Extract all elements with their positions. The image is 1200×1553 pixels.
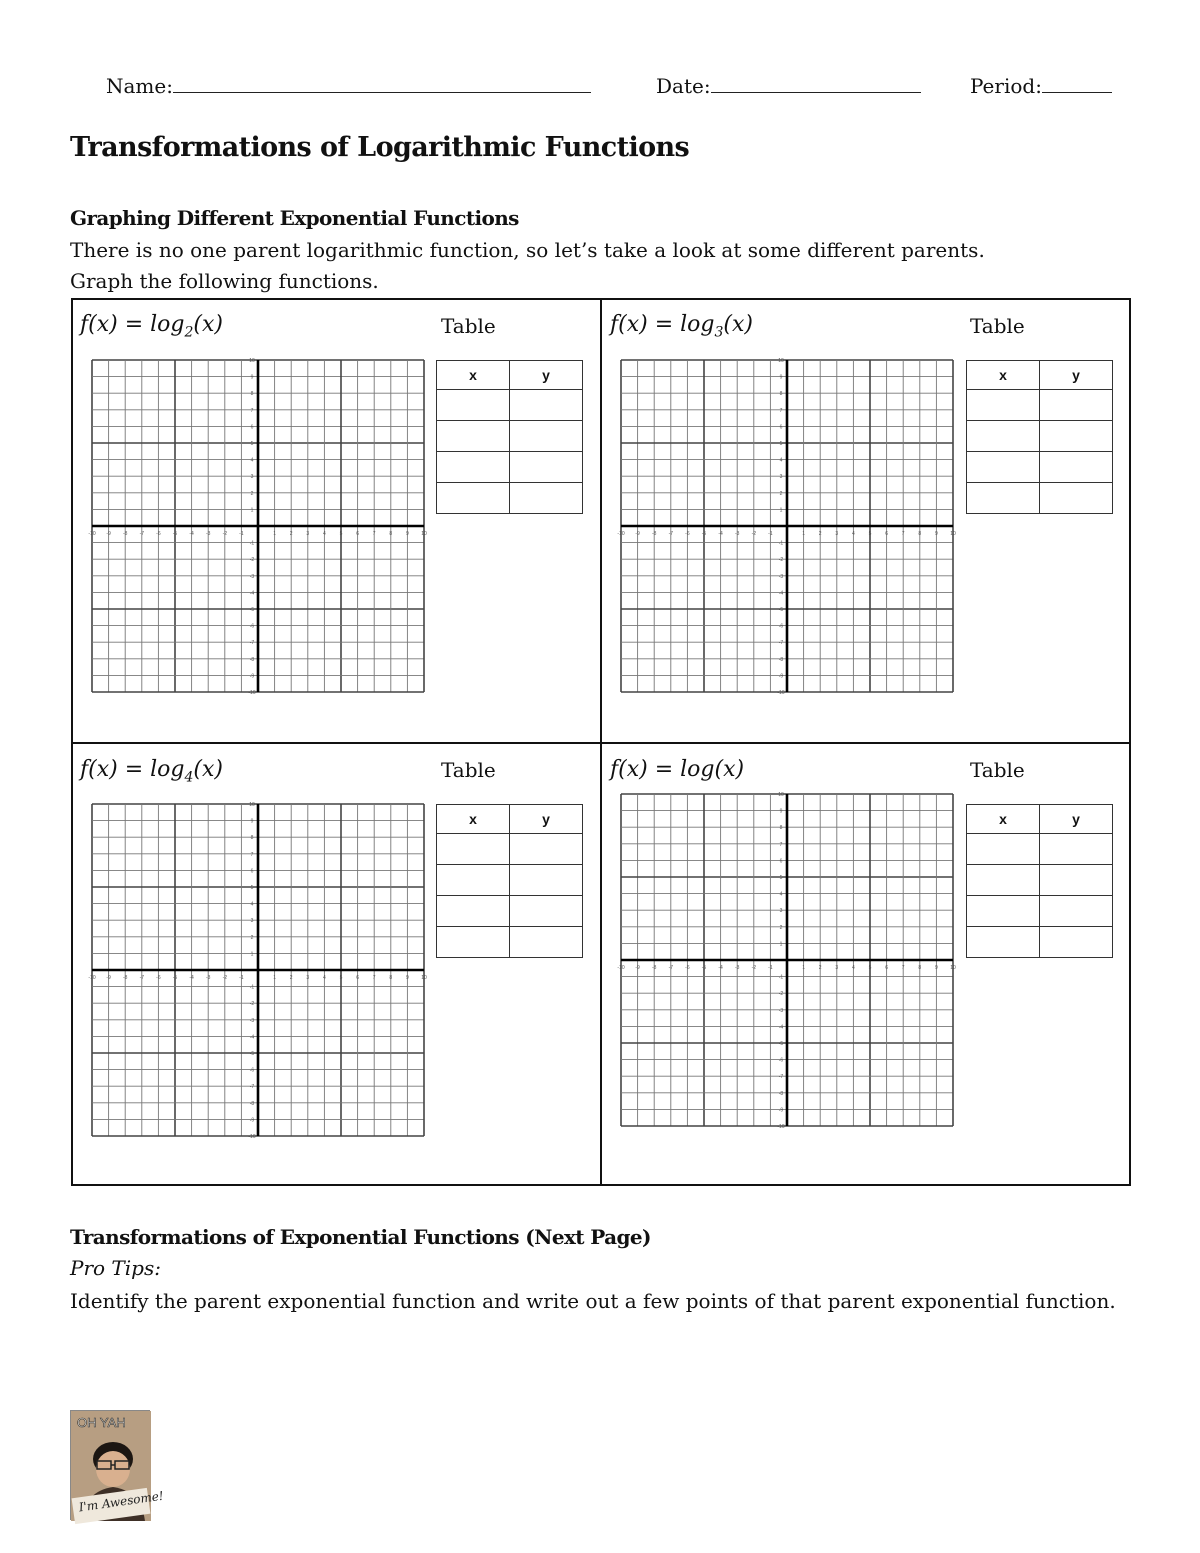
intro-text: There is no one parent logarithmic function, so let’s take a look at some different parents. [70, 238, 985, 262]
y-tick-label: -1 [249, 540, 255, 547]
y-tick-label: 3 [250, 918, 254, 925]
fn-suffix: (x) [714, 757, 745, 782]
fn-suffix: (x) [193, 757, 223, 782]
y-tick-label: -2 [778, 991, 784, 998]
x-tick-label: 3 [835, 531, 839, 537]
y-tick-label: 10 [249, 358, 255, 364]
y-tick-label: -3 [778, 573, 784, 580]
x-tick-label: 10 [421, 531, 427, 537]
x-tick-label: -10 [88, 531, 96, 537]
x-tick-label: -6 [156, 531, 161, 537]
x-tick-label: -10 [617, 965, 625, 971]
x-tick-label: -3 [205, 975, 211, 981]
y-header: y [510, 805, 583, 834]
date-blank[interactable] [711, 72, 921, 93]
y-tick-label: -1 [778, 974, 784, 981]
x-header: x [437, 805, 510, 834]
x-tick-label: -5 [701, 531, 707, 537]
x-tick-label: -2 [751, 965, 757, 971]
x-tick-label: -2 [222, 975, 228, 981]
y-tick-label: -5 [249, 607, 255, 613]
y-tick-label: 10 [778, 358, 784, 364]
y-tick-label: -1 [249, 984, 255, 991]
y-tick-label: -8 [778, 656, 784, 663]
x-tick-label: -6 [685, 965, 690, 971]
y-tick-label: 3 [779, 474, 783, 481]
x-tick-label: -6 [685, 531, 690, 537]
y-tick-label: -9 [249, 1117, 255, 1124]
fn-suffix: (x) [193, 312, 223, 337]
x-tick-label: -2 [222, 531, 228, 537]
x-tick-label: -7 [668, 531, 674, 537]
y-tick-label: 2 [779, 924, 783, 931]
name-blank[interactable] [173, 72, 591, 93]
x-header: x [967, 805, 1040, 834]
y-tick-label: 9 [779, 374, 783, 381]
fn-prefix: f(x) = log [80, 312, 185, 337]
table-cell[interactable] [1040, 483, 1113, 514]
x-tick-label: -8 [651, 965, 657, 971]
table-cell[interactable] [437, 452, 510, 483]
x-tick-label: 2 [818, 965, 822, 971]
name-field[interactable] [106, 72, 591, 98]
x-tick-label: -1 [768, 531, 773, 537]
y-tick-label: -9 [249, 673, 255, 680]
y-tick-label: -10 [248, 690, 256, 696]
y-tick-label: 2 [250, 934, 254, 941]
y-tick-label: 8 [779, 825, 783, 832]
table-label: Table [970, 314, 1025, 338]
x-tick-label: -9 [635, 965, 640, 971]
y-tick-label: -4 [778, 1024, 784, 1031]
xy-table [436, 804, 583, 958]
fn-prefix: f(x) = log [610, 312, 715, 337]
x-tick-label: 5 [339, 975, 343, 981]
x-tick-label: 5 [339, 531, 343, 537]
table-cell[interactable] [1040, 452, 1113, 483]
x-tick-label: 3 [835, 965, 839, 971]
x-tick-label: -4 [718, 531, 723, 537]
student-photo [70, 1410, 165, 1520]
y-tick-label: 5 [250, 441, 254, 447]
table-cell[interactable] [510, 390, 583, 421]
table-cell[interactable] [1040, 390, 1113, 421]
y-tick-label: 9 [250, 818, 254, 825]
x-tick-label: -3 [734, 531, 740, 537]
function-label-log10 [610, 757, 744, 785]
table-cell[interactable] [967, 927, 1040, 958]
coordinate-grid[interactable] [613, 354, 961, 700]
date-label: Date: [656, 74, 711, 98]
y-tick-label: -10 [777, 1124, 785, 1130]
x-tick-label: 8 [389, 531, 393, 537]
x-tick-label: -4 [718, 965, 723, 971]
y-tick-label: 6 [250, 424, 254, 431]
y-tick-label: -1 [778, 540, 784, 547]
table-label: Table [970, 758, 1025, 782]
section-heading-graphing: Graphing Different Exponential Functions [70, 206, 519, 230]
x-tick-label: -8 [122, 531, 128, 537]
table-cell[interactable] [1040, 865, 1113, 896]
period-blank[interactable] [1042, 72, 1112, 93]
x-tick-label: 4 [852, 965, 855, 971]
y-tick-label: -6 [249, 623, 255, 630]
y-tick-label: 5 [779, 875, 783, 881]
y-tick-label: -9 [778, 1107, 784, 1114]
pro-tips-label: Pro Tips: [70, 1256, 161, 1280]
y-tick-label: -5 [778, 1041, 784, 1047]
x-tick-label: 9 [935, 965, 938, 971]
x-tick-label: 5 [868, 965, 872, 971]
table-cell[interactable] [510, 927, 583, 958]
page-title: Transformations of Logarithmic Functions [70, 132, 690, 163]
y-tick-label: -6 [778, 623, 784, 630]
y-header: y [1040, 805, 1113, 834]
x-tick-label: -10 [88, 975, 96, 981]
table-cell[interactable] [437, 483, 510, 514]
table-cell[interactable] [510, 452, 583, 483]
y-tick-label: 7 [779, 407, 783, 414]
x-tick-label: 5 [868, 531, 872, 537]
fn-base: 3 [714, 324, 724, 341]
x-tick-label: 7 [372, 975, 376, 981]
y-header: y [1040, 361, 1113, 390]
table-cell[interactable] [510, 896, 583, 927]
x-tick-label: -6 [156, 975, 161, 981]
xy-table [966, 360, 1113, 514]
y-tick-label: 3 [250, 474, 254, 481]
y-tick-label: 4 [250, 457, 254, 464]
period-label: Period: [970, 74, 1042, 98]
table-cell[interactable] [1040, 927, 1113, 958]
y-header: y [510, 361, 583, 390]
y-tick-label: 1 [250, 951, 254, 958]
x-tick-label: -2 [751, 531, 757, 537]
table-cell[interactable] [967, 421, 1040, 452]
y-tick-label: -2 [249, 1001, 255, 1008]
y-tick-label: 1 [779, 507, 783, 514]
y-tick-label: 9 [250, 374, 254, 381]
y-tick-label: -4 [249, 1034, 255, 1041]
x-tick-label: -3 [734, 965, 740, 971]
x-tick-label: 1 [273, 975, 276, 981]
table-cell[interactable] [967, 390, 1040, 421]
y-tick-label: -8 [249, 1100, 255, 1107]
y-tick-label: -8 [249, 656, 255, 663]
coordinate-grid[interactable] [613, 788, 961, 1134]
y-tick-label: -4 [778, 590, 784, 597]
y-tick-label: 1 [250, 507, 254, 514]
y-tick-label: 10 [249, 802, 255, 808]
x-tick-label: 6 [885, 531, 888, 537]
x-tick-label: -9 [106, 975, 111, 981]
x-tick-label: 8 [918, 965, 922, 971]
x-tick-label: -9 [106, 531, 111, 537]
y-tick-label: 2 [779, 490, 783, 497]
fn-prefix: f(x) = log [80, 757, 185, 782]
table-cell[interactable] [437, 390, 510, 421]
y-tick-label: -5 [249, 1051, 255, 1057]
table-cell[interactable] [1040, 896, 1113, 927]
coordinate-grid[interactable] [84, 798, 432, 1144]
y-tick-label: -2 [778, 557, 784, 564]
x-tick-label: 3 [306, 975, 310, 981]
y-tick-label: 5 [779, 441, 783, 447]
table-cell[interactable] [510, 865, 583, 896]
table-cell[interactable] [967, 834, 1040, 865]
x-header: x [437, 361, 510, 390]
function-label-log3 [610, 312, 753, 340]
panel-divider-horizontal [71, 742, 1131, 744]
x-tick-label: -1 [768, 965, 773, 971]
y-tick-label: -3 [249, 1017, 255, 1024]
name-label: Name: [106, 74, 173, 98]
y-tick-label: 4 [779, 891, 783, 898]
x-tick-label: 7 [901, 965, 905, 971]
date-field[interactable] [656, 72, 921, 98]
x-tick-label: 7 [372, 531, 376, 537]
x-tick-label: 10 [950, 965, 956, 971]
x-tick-label: -1 [239, 975, 244, 981]
x-tick-label: -7 [668, 965, 674, 971]
section-heading-transformations: Transformations of Exponential Functions (Next Page) [70, 1225, 651, 1249]
pro-tips-text: Identify the parent exponential function and write out a few points of that parent exponential function. [70, 1289, 1116, 1313]
y-tick-label: -7 [778, 1074, 784, 1081]
x-tick-label: 2 [818, 531, 822, 537]
x-tick-label: 4 [852, 531, 855, 537]
x-tick-label: 9 [406, 975, 409, 981]
function-label-log2 [80, 312, 223, 340]
x-tick-label: -1 [239, 531, 244, 537]
x-tick-label: 10 [421, 975, 427, 981]
x-tick-label: 9 [406, 531, 409, 537]
table-cell[interactable] [967, 865, 1040, 896]
x-tick-label: 8 [389, 975, 393, 981]
x-tick-label: -5 [172, 975, 178, 981]
y-tick-label: 8 [250, 391, 254, 398]
y-tick-label: -6 [249, 1067, 255, 1074]
x-tick-label: -3 [205, 531, 211, 537]
y-tick-label: 4 [779, 457, 783, 464]
x-tick-label: 6 [356, 531, 359, 537]
coordinate-grid[interactable] [84, 354, 432, 700]
x-tick-label: 1 [802, 531, 805, 537]
y-tick-label: -3 [778, 1007, 784, 1014]
y-tick-label: 4 [250, 901, 254, 908]
x-tick-label: 4 [323, 975, 326, 981]
period-field[interactable] [970, 72, 1112, 98]
x-header: x [967, 361, 1040, 390]
table-cell[interactable] [437, 896, 510, 927]
instruction-text: Graph the following functions. [70, 269, 379, 293]
table-cell[interactable] [967, 452, 1040, 483]
x-tick-label: 6 [356, 975, 359, 981]
x-tick-label: 8 [918, 531, 922, 537]
y-tick-label: -3 [249, 573, 255, 580]
fn-base: 4 [184, 769, 194, 786]
x-tick-label: -5 [701, 965, 707, 971]
x-tick-label: -8 [122, 975, 128, 981]
x-tick-label: 4 [323, 531, 326, 537]
y-tick-label: 5 [250, 885, 254, 891]
x-tick-label: 1 [273, 531, 276, 537]
y-tick-label: -9 [778, 673, 784, 680]
table-cell[interactable] [510, 834, 583, 865]
y-tick-label: 8 [779, 391, 783, 398]
table-label: Table [441, 758, 496, 782]
table-cell[interactable] [967, 483, 1040, 514]
x-tick-label: 9 [935, 531, 938, 537]
y-tick-label: -8 [778, 1090, 784, 1097]
y-tick-label: -6 [778, 1057, 784, 1064]
x-tick-label: -4 [189, 975, 194, 981]
x-tick-label: -7 [139, 531, 145, 537]
x-tick-label: -9 [635, 531, 640, 537]
y-tick-label: 10 [778, 792, 784, 798]
y-tick-label: -2 [249, 557, 255, 564]
photo-caption-bottom: I'm Awesome! [77, 1488, 165, 1515]
x-tick-label: 7 [901, 531, 905, 537]
function-label-log4 [80, 757, 223, 785]
table-cell[interactable] [510, 421, 583, 452]
table-cell[interactable] [437, 834, 510, 865]
xy-table [966, 804, 1113, 958]
x-tick-label: 10 [950, 531, 956, 537]
y-tick-label: -7 [249, 1084, 255, 1091]
student-photo-image [71, 1411, 165, 1521]
y-tick-label: -4 [249, 590, 255, 597]
table-cell[interactable] [1040, 421, 1113, 452]
y-tick-label: -10 [248, 1134, 256, 1140]
fn-base: 2 [184, 324, 194, 341]
table-cell[interactable] [967, 896, 1040, 927]
x-tick-label: 3 [306, 531, 310, 537]
table-cell[interactable] [1040, 834, 1113, 865]
photo-caption-top: OH YAH [77, 1415, 126, 1430]
table-cell[interactable] [437, 927, 510, 958]
fn-prefix: f(x) = log [610, 757, 715, 782]
x-tick-label: -7 [139, 975, 145, 981]
y-tick-label: -10 [777, 690, 785, 696]
y-tick-label: 2 [250, 490, 254, 497]
y-tick-label: 9 [779, 808, 783, 815]
y-tick-label: -5 [778, 607, 784, 613]
fn-suffix: (x) [723, 312, 753, 337]
xy-table [436, 360, 583, 514]
y-tick-label: 7 [779, 841, 783, 848]
y-tick-label: 7 [250, 851, 254, 858]
y-tick-label: -7 [249, 640, 255, 647]
table-cell[interactable] [437, 421, 510, 452]
y-tick-label: -7 [778, 640, 784, 647]
table-label: Table [441, 314, 496, 338]
table-cell[interactable] [510, 483, 583, 514]
x-tick-label: 6 [885, 965, 888, 971]
table-cell[interactable] [437, 865, 510, 896]
y-tick-label: 3 [779, 908, 783, 915]
x-tick-label: -10 [617, 531, 625, 537]
x-tick-label: -5 [172, 531, 178, 537]
x-tick-label: -4 [189, 531, 194, 537]
x-tick-label: 1 [802, 965, 805, 971]
x-tick-label: -8 [651, 531, 657, 537]
y-tick-label: 7 [250, 407, 254, 414]
y-tick-label: 6 [250, 868, 254, 875]
y-tick-label: 6 [779, 858, 783, 865]
y-tick-label: 1 [779, 941, 783, 948]
y-tick-label: 8 [250, 835, 254, 842]
x-tick-label: 2 [289, 975, 293, 981]
x-tick-label: 2 [289, 531, 293, 537]
y-tick-label: 6 [779, 424, 783, 431]
